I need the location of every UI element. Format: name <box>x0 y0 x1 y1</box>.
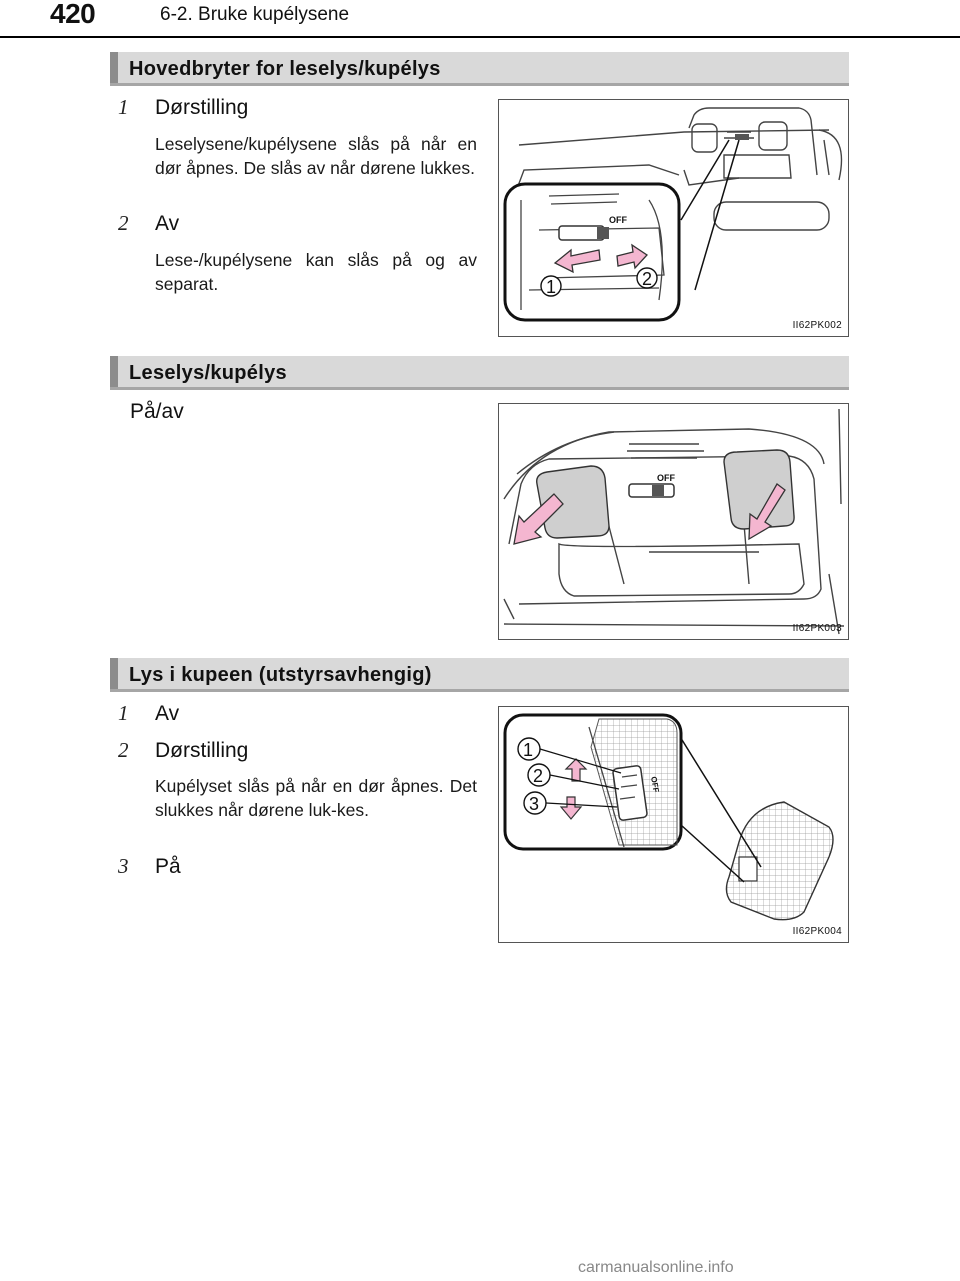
item-description: Kupélyset slås på når en dør åpnes. Det slukkes når dørene luk-kes. <box>155 776 477 820</box>
section-title: Lys i kupeen (utstyrsavhengig) <box>129 664 432 686</box>
heading-bar <box>110 356 118 387</box>
reading-lights-illustration <box>499 404 849 640</box>
item-description: Leselysene/kupélysene slås på når en dør åpnes. De slås av når dørene lukkes. <box>155 134 477 178</box>
watermark: carmanualsonline.info <box>578 1259 734 1276</box>
off-label: OFF <box>649 775 661 794</box>
section-title: Leselys/kupélys <box>129 362 287 384</box>
figure-code: II62PK002 <box>792 320 842 331</box>
chapter-title: 6-2. Bruke kupélysene <box>160 4 350 25</box>
item-description: Lese-/kupélysene kan slås på og av separat. <box>155 250 477 294</box>
callout-1: 1 <box>523 740 534 760</box>
item-number: 3 <box>118 854 129 878</box>
interior-light-illustration <box>499 707 849 943</box>
item-number: 2 <box>118 738 129 762</box>
callout-2: 2 <box>642 269 653 289</box>
item-title-on: På <box>155 855 181 878</box>
callout-3: 3 <box>529 794 540 814</box>
on-off-label: På/av <box>130 400 184 423</box>
figure-reading-lights <box>498 403 849 640</box>
off-label: OFF <box>609 215 627 225</box>
zoom-inset <box>505 184 679 320</box>
section-heading-main-switch <box>110 52 849 86</box>
figure-code: II62PK004 <box>792 926 842 937</box>
page-number: 420 <box>50 0 96 29</box>
zoom-inset <box>505 715 681 849</box>
item-number: 1 <box>118 701 129 725</box>
figure-code: II62PK003 <box>792 623 842 634</box>
section-heading-reading-lights <box>110 356 849 390</box>
callout-2: 2 <box>533 766 544 786</box>
callout-1: 1 <box>546 277 557 297</box>
item-number: 2 <box>118 211 129 235</box>
figure-main-switch <box>498 99 849 337</box>
item-title-off: Av <box>155 702 180 725</box>
section-title: Hovedbryter for leselys/kupélys <box>129 58 441 80</box>
figure-interior-light <box>498 706 849 943</box>
off-label: OFF <box>657 473 675 483</box>
item-number: 1 <box>118 95 129 119</box>
item-title-door-position: Dørstilling <box>155 739 249 762</box>
main-switch-illustration <box>499 100 849 337</box>
heading-bar <box>110 52 118 83</box>
header-rule <box>0 36 960 38</box>
heading-bar <box>110 658 118 689</box>
item-title-off: Av <box>155 212 180 235</box>
section-heading-interior-light <box>110 658 849 692</box>
item-title-door-position: Dørstilling <box>155 96 249 119</box>
